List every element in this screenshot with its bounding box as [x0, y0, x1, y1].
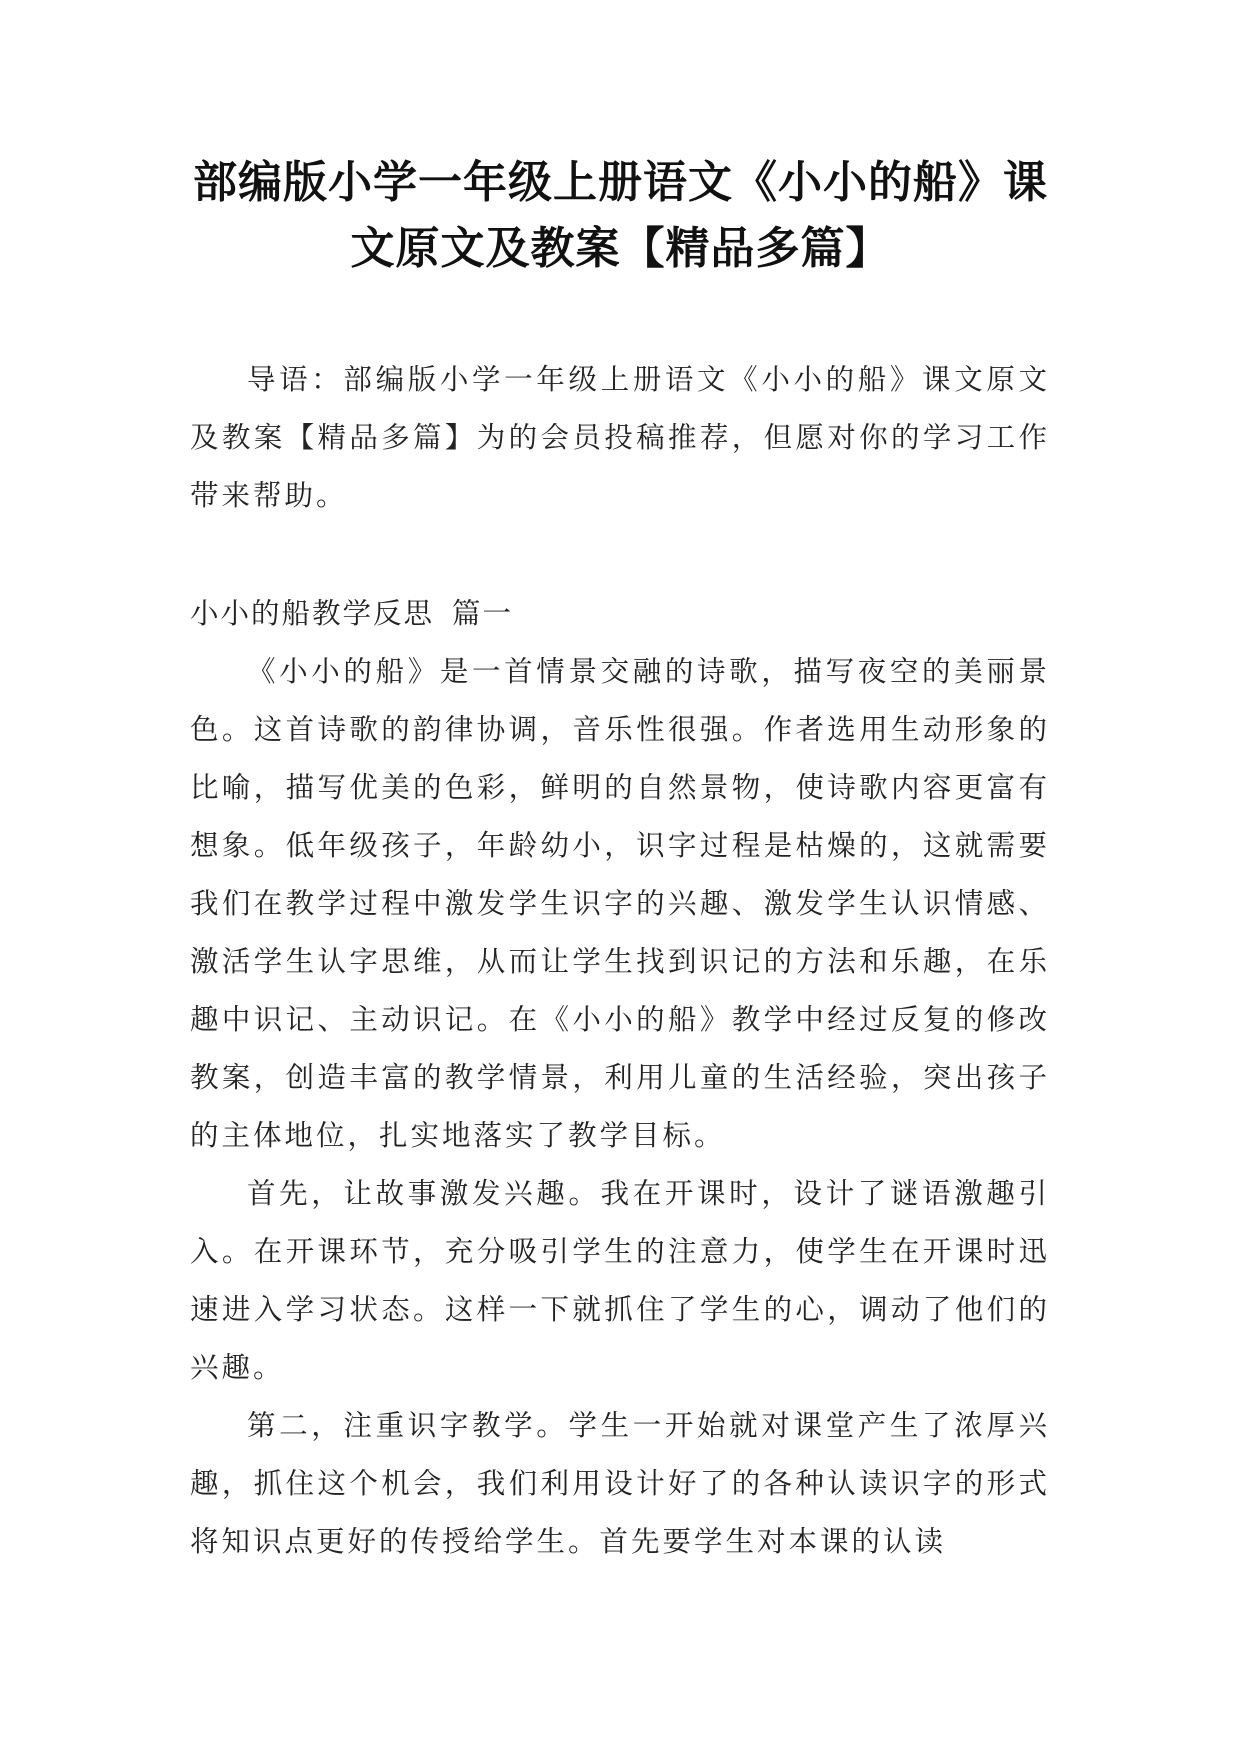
intro-block: [190, 351, 1050, 525]
article-paragraph-1: 《小小的船》是一首情景交融的诗歌，描写夜空的美丽景色。这首诗歌的韵律协调，音乐性很强。作者选用生动形象的比喻，描写优美的色彩，鲜明的自然景物，使诗歌内容更富有想象。低年级孩子，年龄幼小，识字过程是枯燥的，这就需要我们在教学过程中激发学生识字的兴趣、激发学生认识情感、激活学生认字思维，从而让学生找到识记的方法和乐趣，在乐趣中识记、主动识记。在《小小的船》教学中经过反复的修改教案，创造丰富的教学情景，利用儿童的生活经验，突出孩子的主体地位，扎实地落实了教学目标。: [190, 655, 1050, 1152]
article-paragraph-3: 第二，注重识字教学。学生一开始就对课堂产生了浓厚兴趣，抓住这个机会，我们利用设计好了的各种认读识字的形式将知识点更好的传授给学生。首先要学生对本课的认读: [190, 1409, 1050, 1558]
section-heading-text: 小小的船教学反思: [190, 597, 435, 630]
title-line-1: 部编版小学一年级上册语文《小小的船》课: [193, 157, 1048, 208]
intro-paragraph: 导语：部编版小学一年级上册语文《小小的船》课文原文及教案【精品多篇】为的会员投稿推荐，但愿对你的学习工作带来帮助。: [190, 363, 1050, 512]
section-block: [190, 585, 1050, 1571]
section-article: [190, 643, 1050, 1571]
section-heading: [190, 585, 1050, 643]
article-paragraph-2: 首先，让故事激发兴趣。我在开课时，设计了谜语激趣引入。在开课环节，充分吸引学生的注意力，使学生在开课时迅速进入学习状态。这样一下就抓住了学生的心，调动了他们的兴趣。: [190, 1177, 1050, 1384]
document-title: [150, 150, 1091, 282]
section-heading-suffix: 篇一: [452, 597, 514, 630]
title-line-2: 文原文及教案【精品多篇】: [350, 223, 891, 274]
